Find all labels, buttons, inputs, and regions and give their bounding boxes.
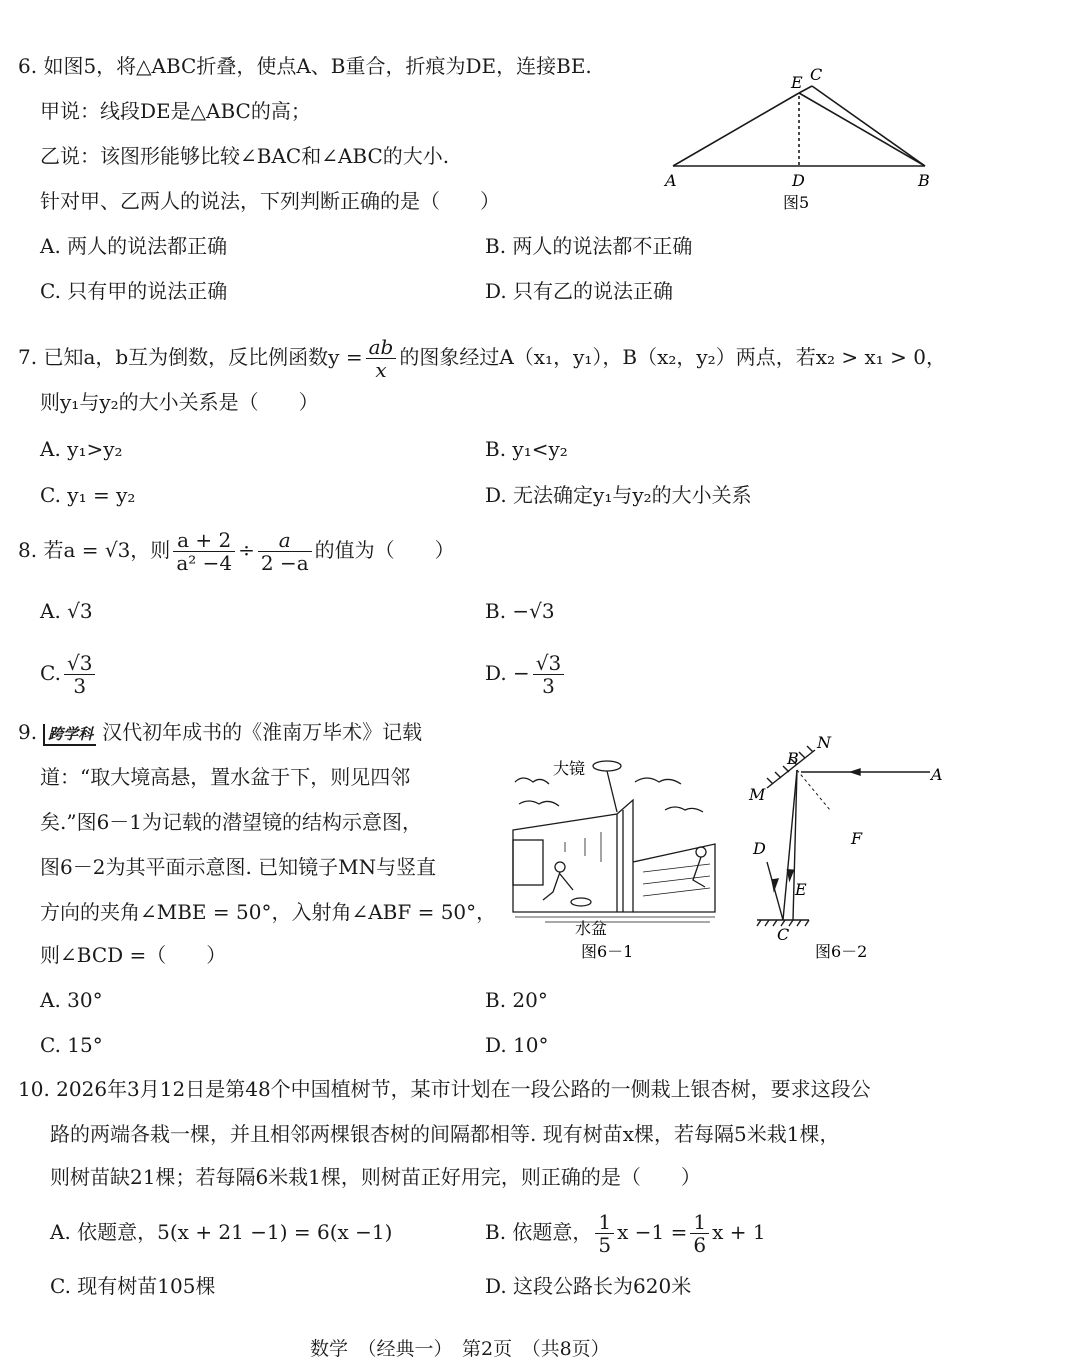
q9-number: 9. bbox=[18, 720, 38, 744]
q8-option-c-den: 3 bbox=[73, 674, 87, 698]
q9-option-a: A. 30° bbox=[40, 988, 103, 1012]
q8-div: ÷ bbox=[238, 538, 255, 562]
q9-option-c: C. 15° bbox=[40, 1033, 103, 1057]
q10-option-b-prefix: B. 依题意， bbox=[485, 1220, 593, 1244]
q7-stem-suffix: 的图象经过A（x₁，y₁），B（x₂，y₂）两点，若x₂ > x₁ > 0， bbox=[399, 345, 946, 369]
q8-frac2-den: 2 −a bbox=[260, 551, 309, 575]
q8-option-a: A. √3 bbox=[40, 599, 93, 623]
q10-b-frac2-num: 1 bbox=[690, 1211, 709, 1234]
fig6-2-label-b: B bbox=[787, 749, 799, 768]
q10-option-b bbox=[485, 1206, 766, 1258]
figure-5-triangle bbox=[655, 62, 945, 217]
fig6-2-label-e: E bbox=[795, 880, 807, 899]
q8-fraction-1 bbox=[173, 529, 235, 574]
fig5-label-b: B bbox=[918, 171, 930, 190]
q8-option-c-num: √3 bbox=[64, 652, 95, 675]
q8-stem-prefix: 8. 若a = √3，则 bbox=[18, 538, 171, 562]
q7-stem bbox=[18, 332, 946, 382]
q8-option-d-num: √3 bbox=[533, 652, 564, 675]
q8-option-c bbox=[40, 648, 98, 698]
fig5-label-e: E bbox=[791, 73, 803, 92]
fig5-caption: 图5 bbox=[783, 193, 810, 212]
q9-text-1: 汉代初年成书的《淮南万毕术》记载 bbox=[102, 720, 423, 744]
q10-line-3: 则树苗缺21棵；若每隔6米栽1棵，则树苗正好用完，则正确的是（ ） bbox=[50, 1165, 701, 1189]
fig5-label-c: C bbox=[810, 65, 823, 84]
q7-option-d: D. 无法确定y₁与y₂的大小关系 bbox=[485, 483, 752, 507]
q7-frac-num: ab bbox=[366, 336, 397, 359]
q6-option-b: B. 两人的说法都不正确 bbox=[485, 234, 693, 258]
q9-option-d: D. 10° bbox=[485, 1033, 549, 1057]
q8-option-d-den: 3 bbox=[542, 674, 555, 698]
q9-line-2: 道：“取大境高悬，置水盆于下，则见四邻 bbox=[40, 765, 411, 789]
page-footer: 数学 （经典一） 第2页 （共8页） bbox=[310, 1338, 610, 1360]
q7-option-c: C. y₁ = y₂ bbox=[40, 483, 136, 507]
q6-ask: 针对甲、乙两人的说法，下列判断正确的是（ ） bbox=[40, 189, 500, 213]
q9-line-6: 则∠BCD =（ ） bbox=[40, 943, 227, 967]
q10-option-d: D. 这段公路长为620米 bbox=[485, 1274, 692, 1298]
q7-option-a: A. y₁>y₂ bbox=[40, 437, 123, 461]
q7-fraction bbox=[366, 336, 397, 381]
q9-option-b: B. 20° bbox=[485, 988, 548, 1012]
q8-frac1-num: a + 2 bbox=[173, 529, 235, 552]
fig6-1-label-mirror: 大镜 bbox=[553, 759, 586, 778]
q9-line-1 bbox=[18, 718, 422, 746]
q8-option-c-prefix: C. bbox=[40, 661, 61, 685]
fig5-label-d: D bbox=[792, 171, 805, 190]
q9-line-5: 方向的夹角∠MBE = 50°，入射角∠ABF = 50°， bbox=[40, 900, 497, 924]
q8-option-b: B. −√3 bbox=[485, 599, 555, 623]
q10-b-frac1-den: 5 bbox=[598, 1233, 612, 1257]
fig6-2-label-d: D bbox=[753, 839, 766, 858]
q10-b-frac1-num: 1 bbox=[595, 1211, 614, 1234]
cross-discipline-badge: 跨学科 bbox=[43, 724, 96, 746]
q8-fraction-2 bbox=[258, 529, 312, 574]
fig6-2-label-c: C bbox=[777, 925, 790, 944]
q6-stem: 6. 如图5，将△ABC折叠，使点A、B重合，折痕为DE，连接BE. bbox=[18, 54, 592, 78]
q8-stem-suffix: 的值为（ ） bbox=[314, 538, 455, 562]
q6-yi: 乙说：该图形能够比较∠BAC和∠ABC的大小. bbox=[40, 144, 450, 168]
fig6-2-label-n: N bbox=[817, 733, 831, 752]
q10-line-2: 路的两端各栽一棵，并且相邻两棵银杏树的间隔都相等. 现有树苗x棵，若每隔5米栽1棵， bbox=[50, 1122, 840, 1146]
q9-line-3: 矣.”图6－1为记载的潜望镜的结构示意图， bbox=[40, 810, 423, 834]
q7-stem-prefix: 7. 已知a，b互为倒数，反比例函数y = bbox=[18, 345, 363, 369]
q7-option-b: B. y₁<y₂ bbox=[485, 437, 568, 461]
q7-frac-den: x bbox=[375, 358, 387, 382]
fig6-1-label-basin: 水盆 bbox=[575, 919, 608, 938]
fig6-2-label-f: F bbox=[851, 829, 863, 848]
fig6-2-label-m: M bbox=[749, 785, 766, 804]
q10-option-b-end: x + 1 bbox=[712, 1220, 766, 1244]
fig6-1-caption: 图6－1 bbox=[581, 942, 634, 961]
q8-option-d bbox=[485, 648, 567, 698]
q10-option-b-mid: x −1 = bbox=[617, 1220, 688, 1244]
q8-frac2-num: a bbox=[258, 529, 312, 552]
q8-option-d-prefix: D. − bbox=[485, 661, 530, 685]
q6-option-a: A. 两人的说法都正确 bbox=[40, 234, 228, 258]
q8-frac1-den: a² −4 bbox=[176, 551, 233, 575]
q10-option-a: A. 依题意，5(x + 21 −1) = 6(x −1) bbox=[50, 1220, 393, 1244]
q10-b-frac2-den: 6 bbox=[693, 1233, 707, 1257]
q10-line-1: 10. 2026年3月12日是第48个中国植树节，某市计划在一段公路的一侧栽上银杏树，要求这段公 bbox=[18, 1077, 871, 1101]
figure-6-2-diagram bbox=[745, 730, 950, 967]
fig6-2-caption: 图6－2 bbox=[815, 942, 868, 961]
q6-option-c: C. 只有甲的说法正确 bbox=[40, 279, 228, 303]
q9-line-4: 图6－2为其平面示意图. 已知镜子MN与竖直 bbox=[40, 855, 437, 879]
fig5-label-a: A bbox=[665, 171, 677, 190]
figure-6-1-illustration bbox=[505, 752, 720, 967]
q7-ask: 则y₁与y₂的大小关系是（ ） bbox=[40, 390, 319, 414]
q8-stem bbox=[18, 525, 455, 575]
fig6-2-label-a: A bbox=[931, 765, 943, 784]
q6-option-d: D. 只有乙的说法正确 bbox=[485, 279, 674, 303]
q10-option-c: C. 现有树苗105棵 bbox=[50, 1274, 216, 1298]
q6-jia: 甲说：线段DE是△ABC的高； bbox=[40, 99, 311, 123]
